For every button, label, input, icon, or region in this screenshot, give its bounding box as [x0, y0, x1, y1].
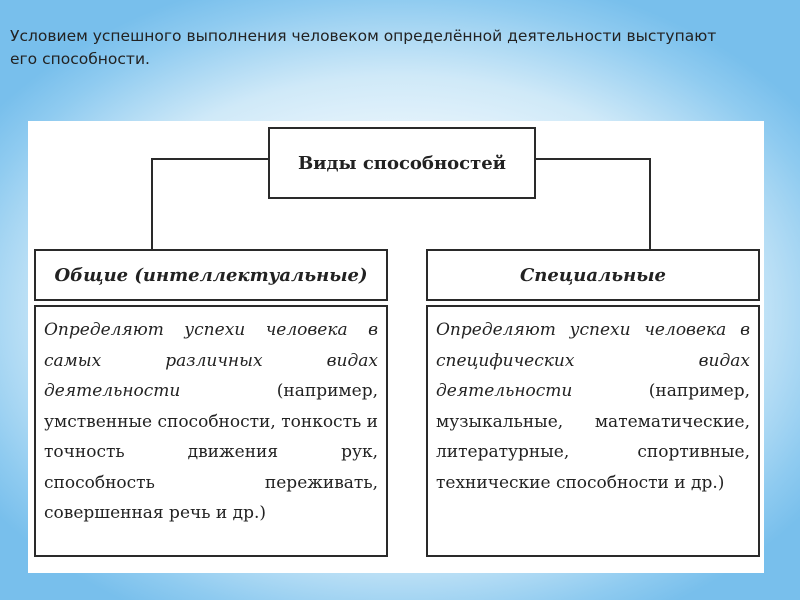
general-abilities-column [34, 249, 388, 557]
abilities-diagram [28, 121, 764, 573]
special-abilities-lead: Определяют успехи человека в специфических видах деятельности [436, 320, 750, 401]
general-abilities-examples: (например, умственные способности, тонкость и точность движения рук, способность переживать, совершенная речь и др.) [44, 381, 378, 523]
general-abilities-lead: Определяют успехи человека в самых различных видах деятельности [44, 320, 378, 401]
root-node: Виды способностей [268, 127, 536, 199]
special-abilities-description [426, 305, 760, 557]
special-abilities-column [426, 249, 760, 557]
connector-right [536, 159, 650, 249]
special-abilities-title: Специальные [426, 249, 760, 301]
special-abilities-examples: (например, музыкальные, математические, литературные, спортивные, технические способности и др.) [436, 381, 750, 493]
general-abilities-title: Общие (интеллектуальные) [34, 249, 388, 301]
intro-text: Условием успешного выполнения человеком определённой деятельности выступают его способности. [10, 27, 717, 68]
general-abilities-description [34, 305, 388, 557]
connector-left [152, 159, 268, 249]
